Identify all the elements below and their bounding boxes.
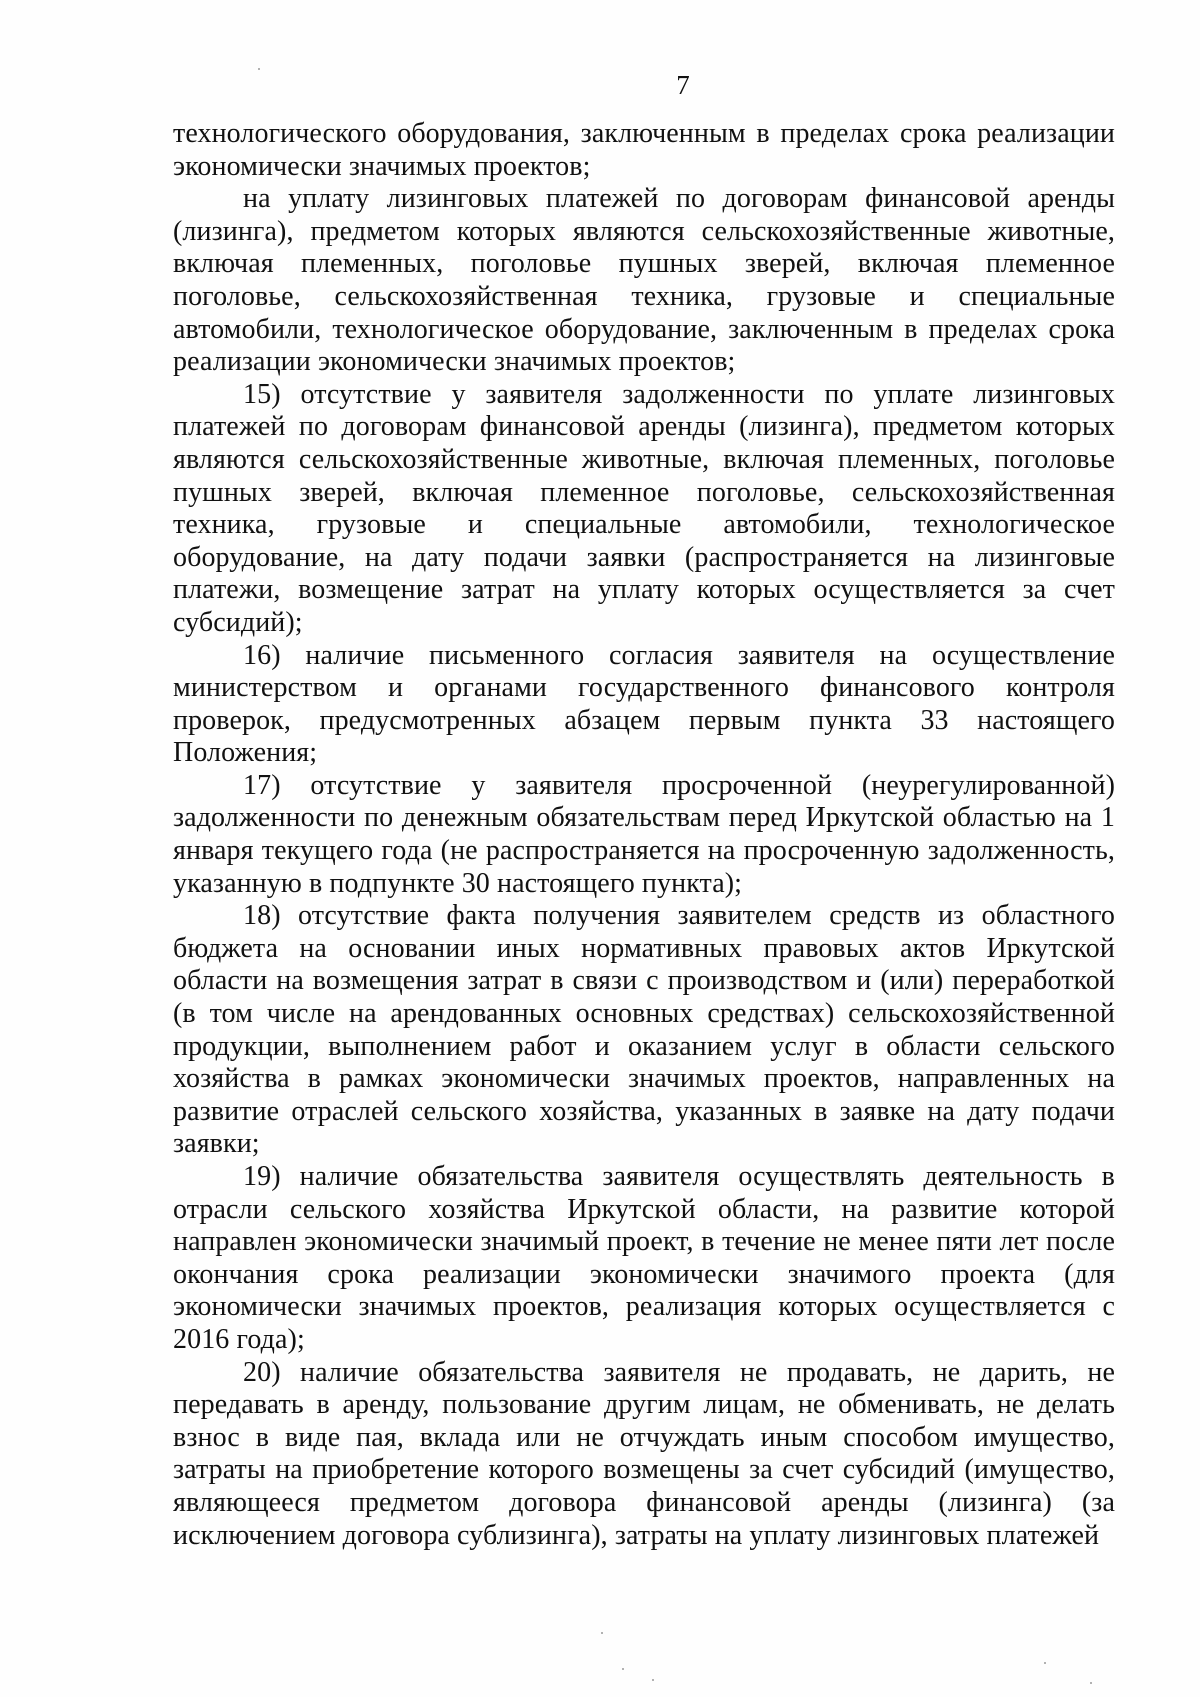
scan-speck (601, 1632, 603, 1634)
scan-speck (1044, 1662, 1046, 1664)
paragraph-item-15: 15) отсутствие у заявителя задолженности по уплате лизинговых платежей по договорам финансовой аренды (лизинга), предметом которых являются сельскохозяйственные животные, включая племенных, поголовье пушных зверей, включая племенное поголовье, сельскохозяйственная техника, грузовые и специальные автомобили, технологическое оборудование, на дату подачи заявки (распространяется на лизинговые платежи, возмещение затрат на уплату которых осуществляется за счет субсидий); (173, 378, 1115, 638)
document-body (173, 118, 1115, 1552)
scan-speck (1090, 1682, 1092, 1684)
paragraph-item-20: 20) наличие обязательства заявителя не продавать, не дарить, не передавать в аренду, пользование другим лицам, не обменивать, не делать взнос в виде пая, вклада или не отчуждать иным способом имущество, затраты на приобретение которого возмещены за счет субсидий (имущество, являющееся предметом договора финансовой аренды (лизинга) (за исключением договора сублизинга), затраты на уплату лизинговых платежей (173, 1356, 1115, 1551)
paragraph-item-18: 18) отсутствие факта получения заявителем средств из областного бюджета на основании иных нормативных правовых актов Иркутской области на возмещения затрат в связи с производством и (или) переработкой (в том числе на арендованных основных средствах) сельскохозяйственной продукции, выполнением работ и оказанием услуг в области сельского хозяйства в рамках экономически значимых проектов, направленных на развитие отраслей сельского хозяйства, указанных в заявке на дату подачи заявки; (173, 900, 1115, 1160)
scan-speck (652, 1679, 654, 1681)
scan-speck (258, 68, 260, 70)
scan-speck (622, 1668, 624, 1670)
paragraph-item-17: 17) отсутствие у заявителя просроченной (неурегулированной) задолженности по денежным обязательствам перед Иркутской областью на 1 января текущего года (не распространяется на просроченную задолженность, указанную в подпункте 30 настоящего пункта); (173, 769, 1115, 899)
paragraph-leasing-payments: на уплату лизинговых платежей по договорам финансовой аренды (лизинга), предметом которых являются сельскохозяйственные животные, включая племенных, поголовье пушных зверей, включая племенное поголовье, сельскохозяйственная техника, грузовые и специальные автомобили, технологическое оборудование, заключенным в пределах срока реализации экономически значимых проектов; (173, 183, 1115, 378)
paragraph-item-19: 19) наличие обязательства заявителя осуществлять деятельность в отрасли сельского хозяйства Иркутской области, на развитие которой направлен экономически значимый проект, в течение не менее пяти лет после окончания срока реализации экономически значимого проекта (для экономически значимых проектов, реализация которых осуществляется с 2016 года); (173, 1161, 1115, 1355)
paragraph-continuation: технологического оборудования, заключенным в пределах срока реализации экономически значимых проектов; (173, 118, 1115, 182)
paragraph-item-16: 16) наличие письменного согласия заявителя на осуществление министерством и органами государственного финансового контроля проверок, предусмотренных абзацем первым пункта 33 настоящего Положения; (173, 639, 1115, 769)
page-number: 7 (676, 70, 690, 100)
